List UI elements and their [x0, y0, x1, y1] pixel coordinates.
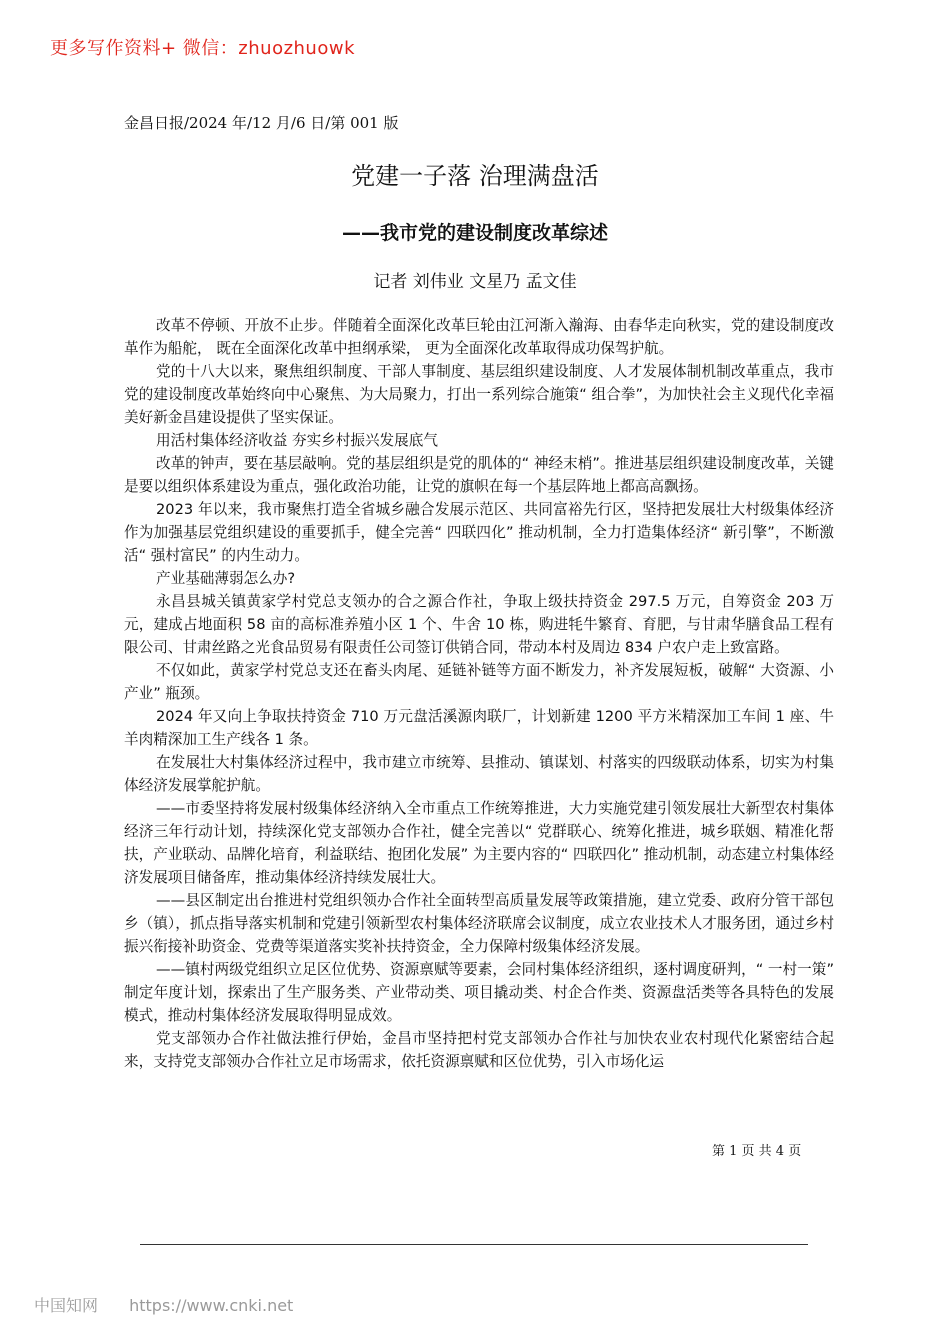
paragraph: 党的十八大以来，聚焦组织制度、干部人事制度、基层组织建设制度、人才发展体制机制改革重点，我市党的建设制度改革始终向中心聚焦、为大局聚力，打出一系列综合施策“ 组合拳”，为加快社会主义现代化幸福美好新金昌建设提供了坚实保证。 — [124, 363, 834, 426]
page-number: 第 1 页 共 4 页 — [712, 1144, 802, 1159]
paragraph: 改革的钟声，要在基层敲响。党的基层组织是党的肌体的“ 神经末梢”。推进基层组织建设制度改革，关键是要以组织体系建设为重点，强化政治功能，让党的旗帜在每一个基层阵地上都高高飘扬。 — [124, 455, 834, 495]
article-byline: 记者 刘伟业 文星乃 孟文佳 — [373, 272, 577, 292]
footer-divider — [140, 1244, 808, 1245]
paragraph: ——县区制定出台推进村党组织领办合作社全面转型高质量发展等政策措施，建立党委、政府分管干部包乡（镇），抓点指导落实机制和党建引领新型农村集体经济联席会议制度，成立农业技术人才服务团，通过乡村振兴衔接补助资金、党费等渠道落实奖补扶持资金，全力保障村级集体经济发展。 — [124, 892, 834, 955]
section-heading: 用活村集体经济收益 夯实乡村振兴发展底气 — [156, 432, 438, 449]
paragraph: 不仅如此，黄家学村党总支还在畜头肉尾、延链补链等方面不断发力，补齐发展短板，破解“ 大资源、小产业” 瓶颈。 — [124, 662, 834, 702]
paragraph: 2024 年又向上争取扶持资金 710 万元盘活溪源肉联厂，计划新建 1200 平方米精深加工车间 1 座、牛羊肉精深加工生产线各 1 条。 — [124, 708, 834, 748]
watermark-url: https://www.cnki.net — [129, 1296, 294, 1315]
paragraph: ——市委坚持将发展村级集体经济纳入全市重点工作统筹推进，大力实施党建引领发展壮大新型农村集体经济三年行动计划，持续深化党支部领办合作社，健全完善以“ 党群联心、统筹化推进，城乡联姻、精准化帮扶，产业联动、品牌化培育，利益联结、抱团化发展” 为主要内容的“ 四联四化” 推动机制，动态建立村集体经济发展项目储备库，推动集体经济持续发展壮大。 — [124, 800, 834, 886]
paragraph: 2023 年以来，我市聚焦打造全省城乡融合发展示范区、共同富裕先行区，坚持把发展壮大村级集体经济作为加强基层党组织建设的重要抓手，健全完善“ 四联四化” 推动机制，全力打造集体经济“ 新引擎”，不断激活“ 强村富民” 的内生动力。 — [124, 501, 834, 564]
article-body — [124, 314, 834, 1073]
promo-text: 更多写作资料+ 微信：zhuozhuowk — [50, 38, 356, 59]
source-line: 金昌日报/2024 年/12 月/6 日/第 001 版 — [124, 114, 399, 132]
paragraph: ——镇村两级党组织立足区位优势、资源禀赋等要素，会同村集体经济组织，逐村调度研判，“ 一村一策” 制定年度计划，探索出了生产服务类、产业带动类、项目撬动类、村企合作类、资源盘活类等各具特色的发展模式，推动村集体经济发展取得明显成效。 — [124, 961, 834, 1024]
article-subtitle: ——我市党的建设制度改革综述 — [341, 222, 608, 244]
paragraph: 在发展壮大村集体经济过程中，我市建立市统筹、县推动、镇谋划、村落实的四级联动体系，切实为村集体经济发展掌舵护航。 — [124, 754, 834, 794]
paragraph: 产业基础薄弱怎么办? — [156, 570, 296, 587]
article-title: 党建一子落 治理满盘活 — [351, 162, 599, 190]
paragraph: 改革不停顿、开放不止步。伴随着全面深化改革巨轮由江河渐入瀚海、由春华走向秋实，党的建设制度改革作为船舵， 既在全面深化改革中担纲承梁， 更为全面深化改革取得成功保驾护航。 — [124, 317, 834, 357]
paragraph: 永昌县城关镇黄家学村党总支领办的合之源合作社，争取上级扶持资金 297.5 万元，自筹资金 203 万元，建成占地面积 58 亩的高标准养殖小区 1 个、牛舍 10 栋，购进牦牛繁育、育肥，与甘肃华膳食品工程有限公司、甘肃丝路之光食品贸易有限责任公司签订供销合同，带动本村及周边 834 户农户走上致富路。 — [124, 593, 834, 656]
promo-banner[interactable] — [50, 34, 355, 60]
watermark — [34, 1293, 293, 1316]
watermark-brand: 中国知网 — [34, 1296, 99, 1315]
paragraph: 党支部领办合作社做法推行伊始，金昌市坚持把村党支部领办合作社与加快农业农村现代化紧密结合起来，支持党支部领办合作社立足市场需求，依托资源禀赋和区位优势，引入市场化运 — [124, 1030, 834, 1070]
